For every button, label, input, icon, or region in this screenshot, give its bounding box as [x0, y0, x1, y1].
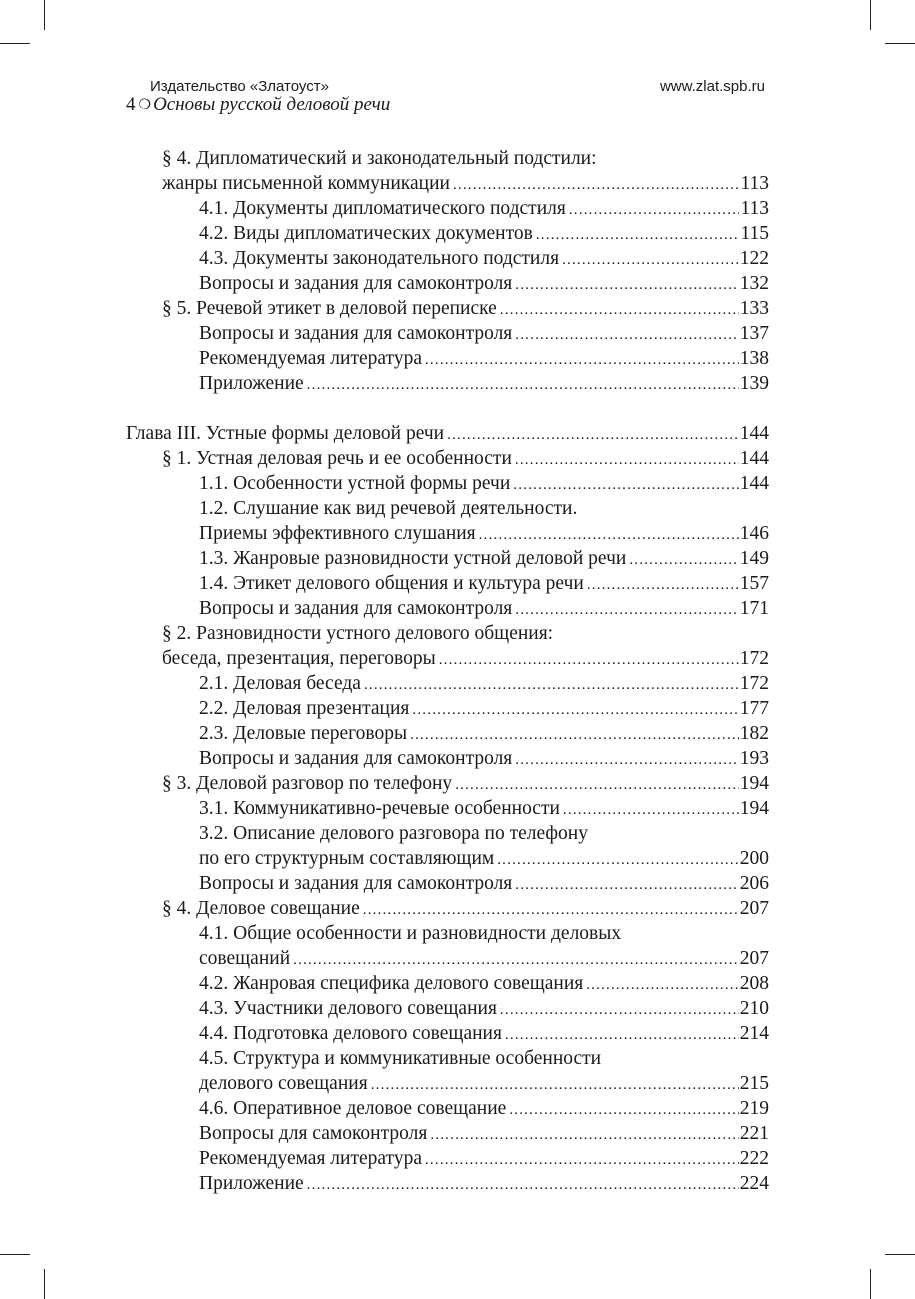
toc-dot-leader [497, 848, 739, 873]
toc-page-number: 149 [739, 548, 769, 569]
toc-entry [199, 921, 769, 946]
toc-entry-title: Рекомендуемая литература [199, 348, 422, 369]
toc-entry [162, 296, 769, 321]
toc-entry [199, 196, 769, 221]
toc-entry-title: совещаний [199, 948, 291, 969]
toc-page-number: 224 [739, 1173, 769, 1194]
toc-entry [199, 846, 769, 871]
toc-dot-leader [515, 873, 738, 898]
crop-mark-top-left [44, 0, 45, 30]
toc-entry [199, 1146, 769, 1171]
toc-entry-title: 4.3. Участники делового совещания [199, 998, 497, 1019]
toc-dot-leader [410, 723, 739, 748]
toc-dot-leader [500, 998, 739, 1023]
toc-entry [199, 721, 769, 746]
book-title: Основы русской деловой речи [153, 94, 391, 115]
toc-page-number: 113 [740, 198, 769, 219]
toc-entry-title: 4.1. Общие особенности и разновидности деловых [199, 923, 622, 944]
toc-dot-leader [509, 1098, 738, 1123]
toc-dot-leader [569, 198, 740, 223]
toc-page-number: 194 [739, 798, 769, 819]
toc-page-number: 215 [739, 1073, 769, 1094]
toc-entry-title: делового совещания [199, 1073, 368, 1094]
toc-dot-leader [586, 973, 739, 998]
toc-dot-leader [515, 323, 738, 348]
crop-mark-bottom-right-h [885, 1254, 915, 1255]
toc-entry [199, 1171, 769, 1196]
toc-page-number: 144 [739, 448, 769, 469]
toc-entry-title: § 5. Речевой этикет в деловой переписке [162, 298, 497, 319]
toc-dot-leader [515, 598, 738, 623]
toc-entry [199, 571, 769, 596]
toc-page-number: 193 [739, 748, 769, 769]
toc-entry [199, 1121, 769, 1146]
toc-entry [199, 271, 769, 296]
toc-entry [199, 946, 769, 971]
toc-dot-leader [412, 698, 738, 723]
toc-entry [199, 471, 769, 496]
toc-entry-title: жанры письменной коммуникации [162, 173, 450, 194]
toc-dot-leader [536, 223, 740, 248]
toc-entry [162, 446, 769, 471]
page-number: 4 [126, 94, 136, 115]
toc-entry-title: 4.1. Документы дипломатического подстиля [199, 198, 566, 219]
toc-dot-leader [563, 798, 739, 823]
toc-dot-leader [479, 523, 739, 548]
toc-entry [199, 321, 769, 346]
toc-entry [162, 896, 769, 921]
crop-mark-bottom-left-h [0, 1254, 30, 1255]
toc-entry-title: 4.4. Подготовка делового совещания [199, 1023, 502, 1044]
toc-entry-title: Вопросы и задания для самоконтроля [199, 873, 513, 894]
toc-page-number: 172 [739, 673, 769, 694]
toc-dot-leader [307, 1173, 739, 1198]
toc-page-number: 139 [739, 373, 769, 394]
toc-entry-title: 2.2. Деловая презентация [199, 698, 410, 719]
toc-entry [199, 546, 769, 571]
publisher-website: www.zlat.spb.ru [659, 78, 765, 95]
toc-dot-leader [425, 1148, 739, 1173]
running-head [126, 94, 390, 117]
toc-entry [199, 1046, 769, 1071]
toc-entry-title: Приемы эффективного слушания [199, 523, 476, 544]
toc-page-number: 144 [739, 423, 769, 444]
toc-entry-title: Приложение [199, 1173, 304, 1194]
toc-entry-title: Вопросы и задания для самоконтроля [199, 748, 513, 769]
toc-entry-title: Вопросы для самоконтроля [199, 1123, 428, 1144]
toc-entry [199, 246, 769, 271]
toc-entry-title: Приложение [199, 373, 304, 394]
toc-entry [199, 871, 769, 896]
toc-entry [199, 1096, 769, 1121]
crop-mark-bottom-right [870, 1269, 871, 1299]
crop-mark-top-right [870, 0, 871, 30]
toc-entry-title: 1.4. Этикет делового общения и культура речи [199, 573, 584, 594]
toc-entry-title: 2.3. Деловые переговоры [199, 723, 408, 744]
toc-entry-title: Вопросы и задания для самоконтроля [199, 273, 513, 294]
toc-entry-title: § 2. Разновидности устного делового общения: [162, 623, 554, 644]
toc-entry-title: 4.3. Документы законодательного подстиля [199, 248, 560, 269]
toc-dot-leader [629, 548, 738, 573]
toc-entry-title: 2.1. Деловая беседа [199, 673, 361, 694]
toc-entry-title: 4.5. Структура и коммуникативные особенности [199, 1048, 602, 1069]
toc-entry [162, 646, 769, 671]
toc-page-number: 144 [739, 473, 769, 494]
toc-entry [199, 221, 769, 246]
toc-dot-leader [500, 298, 739, 323]
toc-dot-leader [515, 273, 738, 298]
toc-page-number: 219 [739, 1098, 769, 1119]
toc-entry-title: 3.1. Коммуникативно-речевые особенности [199, 798, 560, 819]
toc-entry-title: § 4. Деловое совещание [162, 898, 360, 919]
toc-entry-title: 4.2. Виды дипломатических документов [199, 223, 533, 244]
toc-entry [199, 971, 769, 996]
toc-entry-title: 1.2. Слушание как вид речевой деятельности. [199, 498, 578, 519]
toc-page-number: 210 [739, 998, 769, 1019]
toc-page-number: 177 [739, 698, 769, 719]
toc-entry-title: Рекомендуемая литература [199, 1148, 422, 1169]
toc-page-number: 208 [739, 973, 769, 994]
toc-dot-leader [430, 1123, 738, 1148]
toc-page-number: 146 [739, 523, 769, 544]
toc-dot-leader [562, 248, 739, 273]
toc-dot-leader [587, 573, 739, 598]
toc-entry [199, 1021, 769, 1046]
toc-entry-title: Глава III. Устные формы деловой речи [126, 423, 445, 444]
toc-entry-title: 1.1. Особенности устной формы речи [199, 473, 511, 494]
toc-page-number: 133 [739, 298, 769, 319]
toc-entry [199, 496, 769, 521]
toc-dot-leader [293, 948, 739, 973]
toc-entry [162, 171, 769, 196]
toc-entry [199, 1071, 769, 1096]
toc-page-number: 172 [739, 648, 769, 669]
toc-page-number: 137 [739, 323, 769, 344]
toc-entry-title: 4.2. Жанровая специфика делового совещания [199, 973, 584, 994]
crop-mark-bottom-left [44, 1269, 45, 1299]
toc-dot-leader [439, 648, 739, 673]
toc-page-number: 171 [739, 598, 769, 619]
toc-entry [162, 146, 769, 171]
toc-page-number: 207 [739, 948, 769, 969]
toc-page-number: 214 [739, 1023, 769, 1044]
toc-dot-leader [371, 1073, 739, 1098]
toc-dot-leader [425, 348, 739, 373]
toc-dot-leader [307, 373, 739, 398]
toc-entry [199, 996, 769, 1021]
toc-dot-leader [453, 173, 740, 198]
toc-dot-leader [513, 473, 738, 498]
crop-mark-top-left-h [0, 43, 30, 44]
toc-dot-leader [364, 673, 739, 698]
toc-page-number: 207 [739, 898, 769, 919]
toc-page-number: 122 [739, 248, 769, 269]
toc-entry [199, 746, 769, 771]
toc-entry-title: 1.3. Жанровые разновидности устной деловой речи [199, 548, 627, 569]
toc-page-number: 182 [739, 723, 769, 744]
toc-entry [199, 696, 769, 721]
toc-entry [162, 621, 769, 646]
publisher-name: Издательство «Златоуст» [150, 78, 329, 95]
toc-page-number: 206 [739, 873, 769, 894]
toc-page-number: 132 [739, 273, 769, 294]
toc-entry-title: беседа, презентация, переговоры [162, 648, 436, 669]
toc-page-number: 115 [740, 223, 769, 244]
toc-entry [199, 371, 769, 396]
toc-page-number: 222 [739, 1148, 769, 1169]
toc-dot-leader [505, 1023, 739, 1048]
toc-entry-title: § 1. Устная деловая речь и ее особенности [162, 448, 512, 469]
toc-entry-title: § 3. Деловой разговор по телефону [162, 773, 453, 794]
toc-entry [199, 796, 769, 821]
toc-dot-leader [447, 423, 739, 448]
toc-entry [126, 421, 769, 446]
toc-entry [199, 671, 769, 696]
toc-entry [199, 821, 769, 846]
toc-entry-title: по его структурным составляющим [199, 848, 495, 869]
toc-dot-leader [363, 898, 739, 923]
toc-page-number: 138 [739, 348, 769, 369]
toc-page-number: 200 [739, 848, 769, 869]
toc-entry-title: 3.2. Описание делового разговора по телефону [199, 823, 588, 844]
toc-page-number: 113 [740, 173, 769, 194]
toc-entry-title: Вопросы и задания для самоконтроля [199, 598, 513, 619]
toc-entry-title: § 4. Дипломатический и законодательный подстили: [162, 148, 597, 169]
toc-dot-leader [455, 773, 739, 798]
toc-page-number: 221 [739, 1123, 769, 1144]
toc-entry-title: Вопросы и задания для самоконтроля [199, 323, 513, 344]
toc-entry [199, 346, 769, 371]
toc-page-number: 157 [739, 573, 769, 594]
toc-dot-leader [515, 448, 739, 473]
toc-entry-title: 4.6. Оперативное деловое совещание [199, 1098, 507, 1119]
crop-mark-top-right-h [885, 43, 915, 44]
toc-page-number: 194 [739, 773, 769, 794]
toc-entry [199, 521, 769, 546]
toc-entry [162, 771, 769, 796]
toc-dot-leader [515, 748, 738, 773]
toc-entry [199, 596, 769, 621]
circle-icon: ❍ [138, 98, 152, 113]
